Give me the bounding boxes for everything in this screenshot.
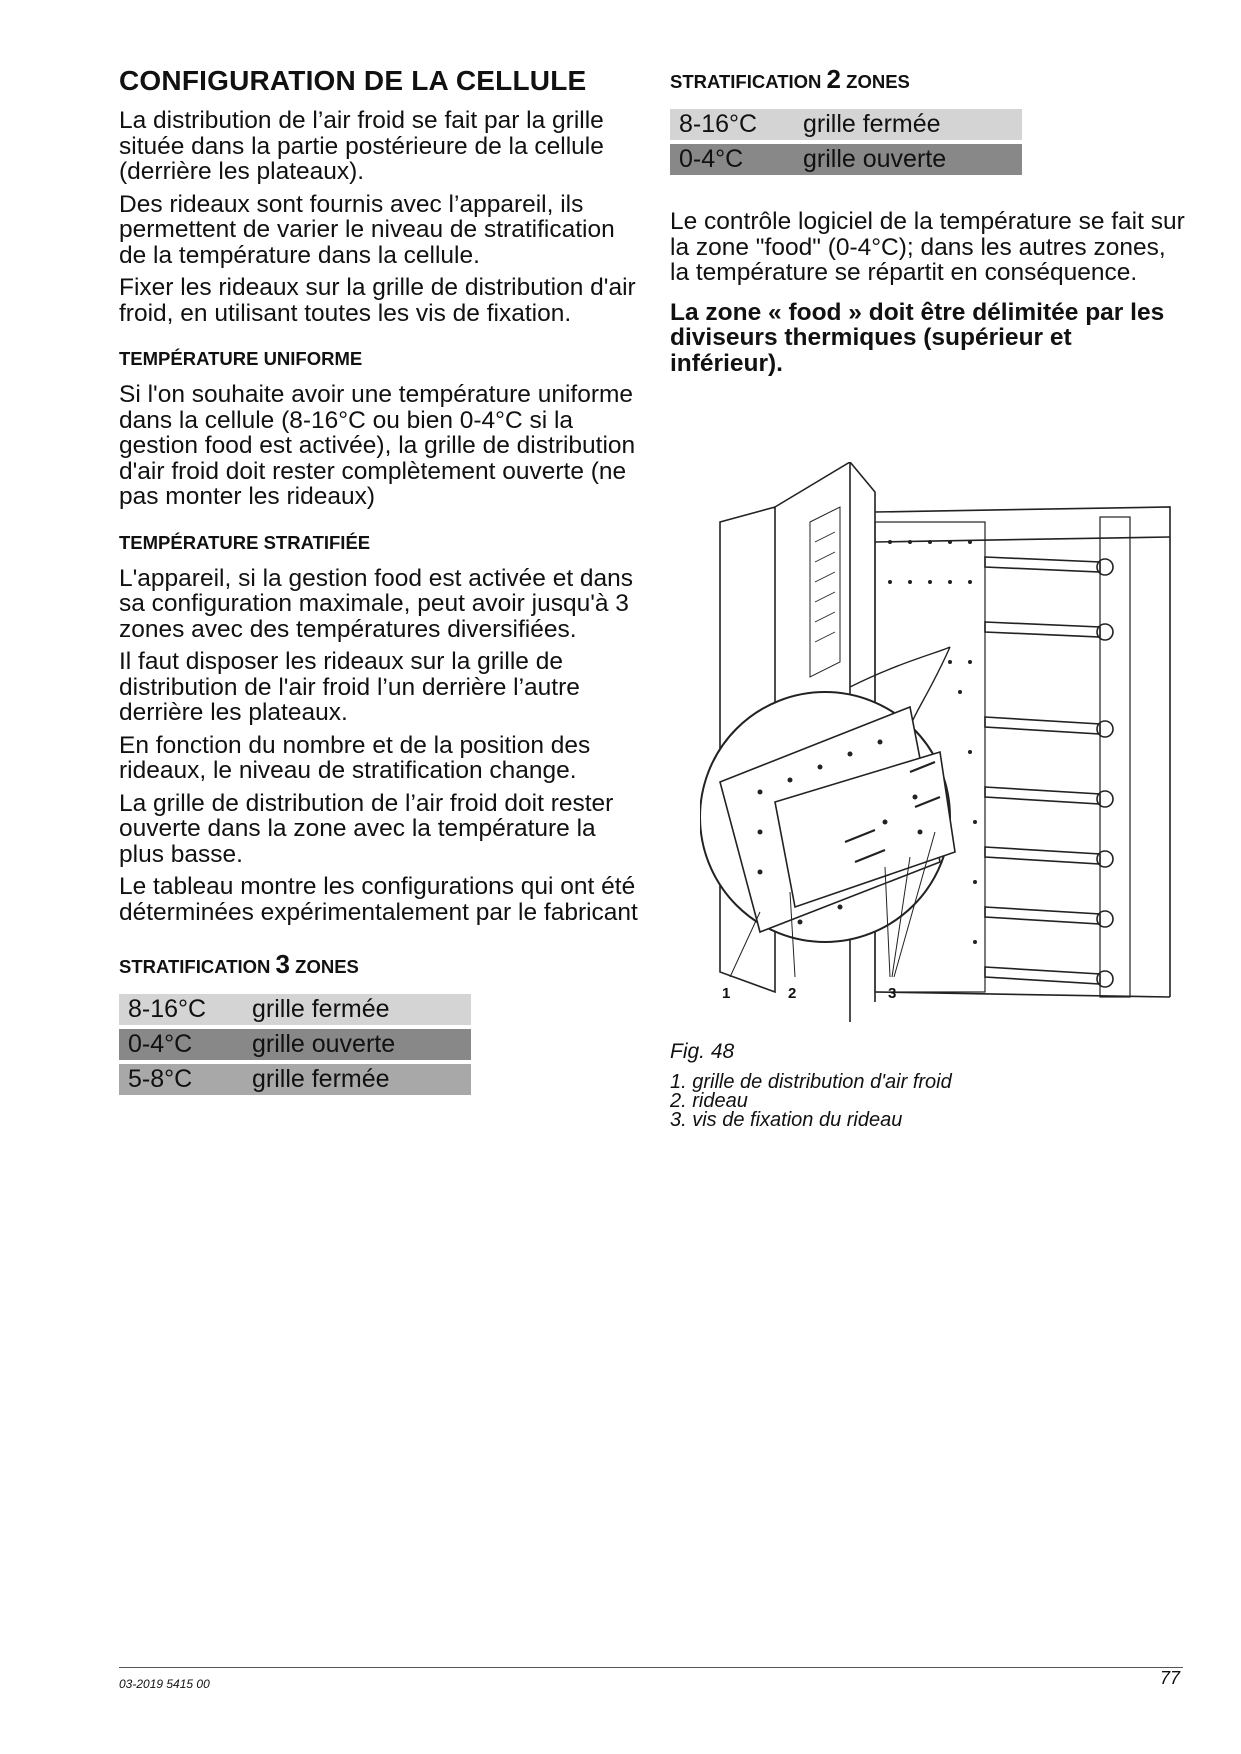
table-cell-state: grille ouverte [243,1029,471,1060]
table-row [670,109,1022,140]
table2-heading-suffix: ZONES [841,71,910,92]
figure-label-3: 3 [888,985,897,1002]
food-zone-note: La zone « food » doit être délimitée par les diviseurs thermiques (supérieur et inférieur). [670,298,1165,377]
page-number: 77 [1160,1668,1181,1688]
figure-label-1: 1 [722,985,731,1002]
figure-legend-item: 2. rideau [670,1090,748,1112]
table-row [119,1029,471,1060]
table3-heading [119,949,639,979]
table-cell-temp: 8-16°C [670,109,794,140]
table-cell-temp: 5-8°C [119,1064,243,1095]
stratified-heading: TEMPÉRATURE STRATIFIÉE [119,531,371,553]
footer-doc-code: 03-2019 5415 00 [119,1677,210,1691]
table2-heading-number: 2 [826,64,842,94]
table-cell-state: grille fermée [243,1064,471,1095]
strat-paragraph-1: L'appareil, si la gestion food est activée et dans sa configuration maximale, peut avoir jusqu'à 3 zones avec des températures diversifiées. [119,564,634,643]
right-column [670,64,1190,383]
table-cell-temp: 0-4°C [119,1029,243,1060]
table-row [119,994,471,1025]
strat-paragraph-3: En fonction du nombre et de la position des rideaux, le niveau de stratification change. [119,731,591,784]
footer-divider [119,1667,1183,1668]
table3-heading-suffix: ZONES [290,956,359,977]
table-cell-state: grille fermée [794,109,1022,140]
table-2-zones [670,105,1022,179]
strat-paragraph-4: La grille de distribution de l’air froid doit rester ouverte dans la zone avec la température la plus basse. [119,789,614,868]
figure-caption: Fig. 48 [670,1040,735,1063]
strat-paragraph-5: Le tableau montre les configurations qui ont été déterminées expérimentalement par le fabricant [119,873,638,926]
table-cell-state: grille ouverte [794,144,1022,175]
table-cell-temp: 8-16°C [119,994,243,1025]
figure-legend-item: 3. vis de fixation du rideau [670,1109,903,1131]
figure-legend [670,1073,952,1130]
table3-heading-prefix: STRATIFICATION [119,956,276,977]
table3-heading-number: 3 [275,949,291,979]
intro-paragraph-1: La distribution de l’air froid se fait par la grille située dans la partie postérieure de la cellule (derrière les plateaux). [119,107,604,185]
table-row [119,1064,471,1095]
table2-heading-prefix: STRATIFICATION [670,71,827,92]
table-3-zones [119,990,471,1099]
table-cell-state: grille fermée [243,994,471,1025]
strat-paragraph-2: Il faut disposer les rideaux sur la grille de distribution de l'air froid l’un derrière l’autre derrière les plateaux. [119,648,580,726]
left-column [119,64,639,1099]
figure-label-2: 2 [788,985,797,1002]
page-title: CONFIGURATION DE LA CELLULE [119,65,587,96]
intro-paragraph-3: Fixer les rideaux sur la grille de distribution d'air froid, en utilisant toutes les vis de fixation. [119,274,636,327]
table-row [670,144,1022,175]
figure-legend-item: 1. grille de distribution d'air froid [670,1071,952,1093]
uniform-heading: TEMPÉRATURE UNIFORME [119,348,363,369]
table-cell-temp: 0-4°C [670,144,794,175]
figure-48-illustration [700,462,1180,1037]
uniform-paragraph: Si l'on souhaite avoir une température uniforme dans la cellule (8-16°C ou bien 0-4°C si la gestion food est activée), la grille de distribution d'air froid doit rester complètement ouverte (ne pas monter les rideaux) [119,381,636,510]
control-paragraph: Le contrôle logiciel de la température se fait sur la zone "food" (0-4°C); dans les autres zones, la température se répartit en conséquence. [670,208,1185,286]
table2-heading [670,64,1190,94]
intro-paragraph-2: Des rideaux sont fournis avec l’appareil, ils permettent de varier le niveau de stratification de la température dans la cellule. [119,190,615,269]
